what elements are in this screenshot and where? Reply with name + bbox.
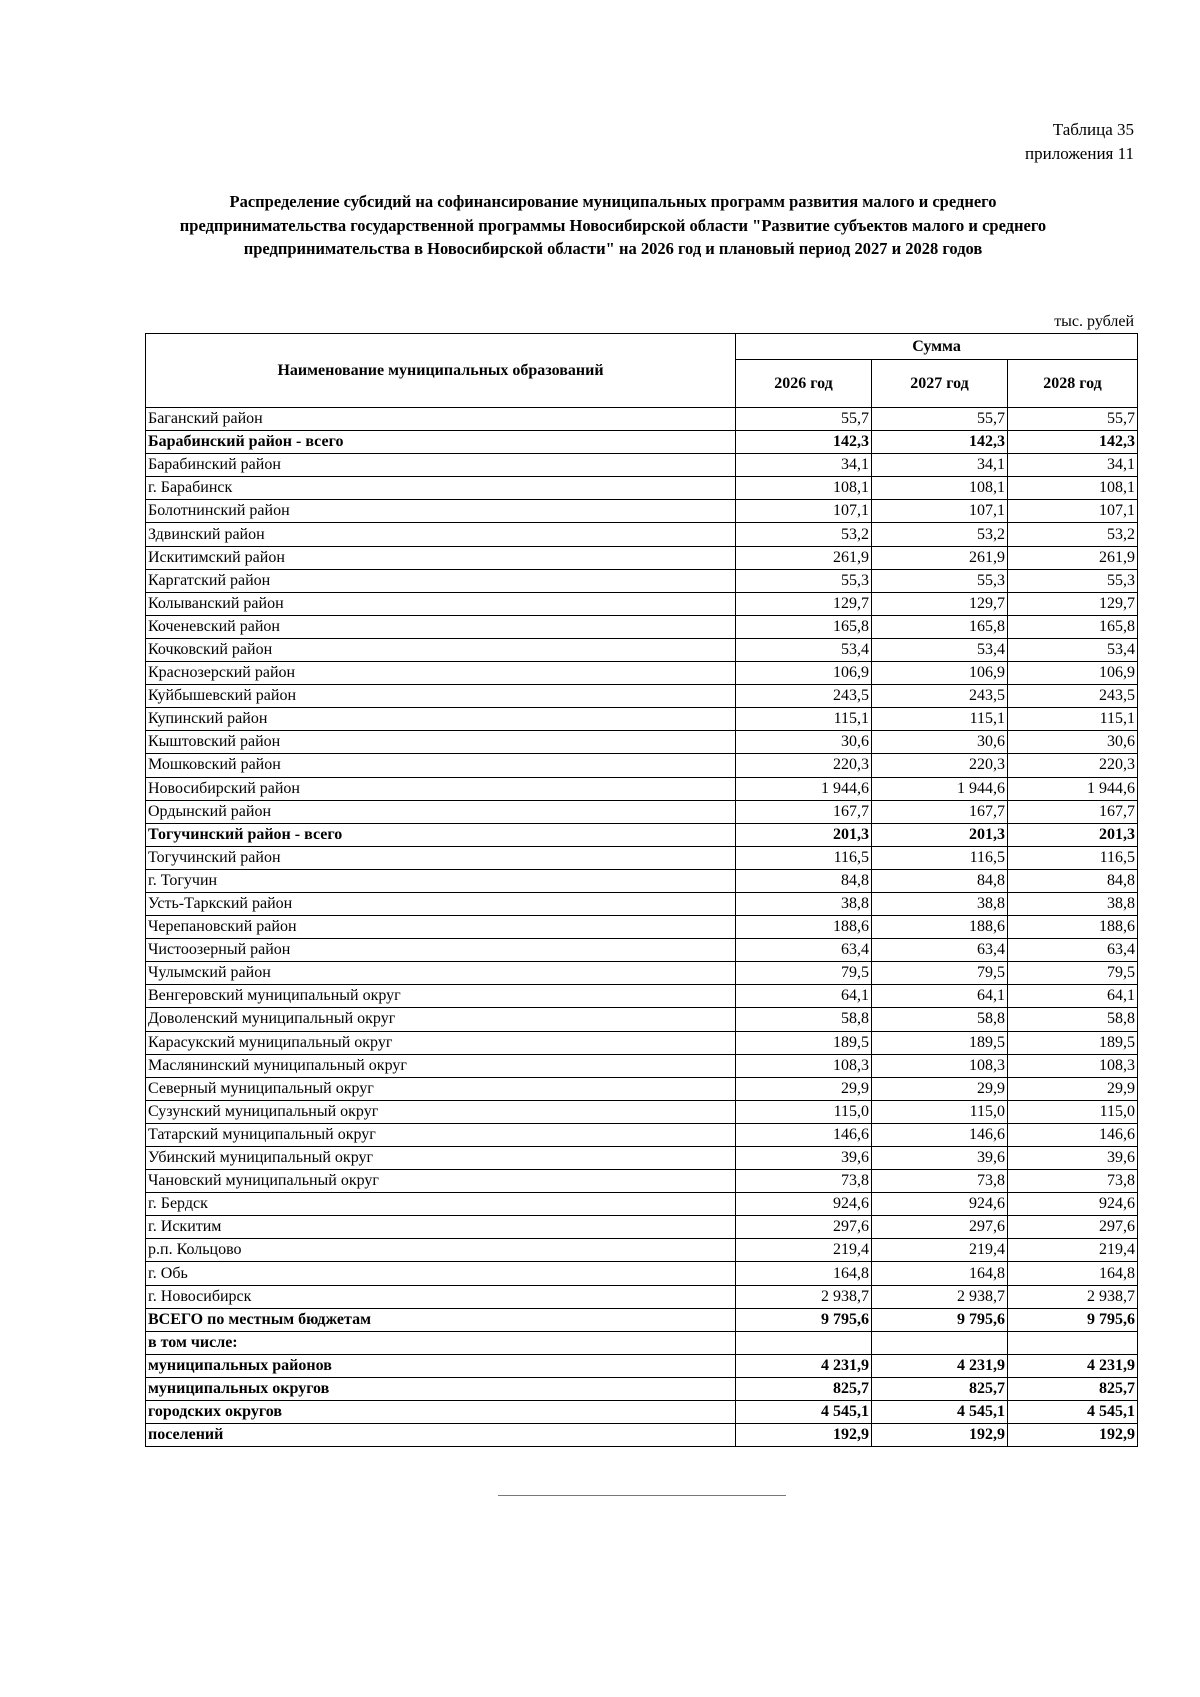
amount-2026: 1 944,6: [736, 777, 872, 800]
amount-2026: 84,8: [736, 869, 872, 892]
amount-2027: 165,8: [872, 615, 1008, 638]
table-row: [146, 708, 1138, 731]
amount-2027: 4 545,1: [872, 1401, 1008, 1424]
title-line-2: предпринимательства государственной программы Новосибирской области "Развитие субъектов малого и среднего: [179, 215, 1047, 235]
municipality-name: ВСЕГО по местным бюджетам: [146, 1308, 736, 1331]
amount-2026: 297,6: [736, 1216, 872, 1239]
amount-2027: 825,7: [872, 1377, 1008, 1400]
amount-2028: 84,8: [1008, 869, 1138, 892]
amount-2028: 146,6: [1008, 1123, 1138, 1146]
units-label: тыс. рублей: [1054, 313, 1134, 330]
amount-2027: 261,9: [872, 546, 1008, 569]
municipality-name: Тогучинский район: [146, 846, 736, 869]
amount-2026: 55,3: [736, 569, 872, 592]
amount-2028: [1008, 1331, 1138, 1354]
municipality-name: Коченевский район: [146, 615, 736, 638]
amount-2026: 58,8: [736, 1008, 872, 1031]
amount-2028: 219,4: [1008, 1239, 1138, 1262]
table-reference: [1025, 118, 1134, 166]
table-row: [146, 1424, 1138, 1447]
amount-2026: 4 545,1: [736, 1401, 872, 1424]
table-row: [146, 523, 1138, 546]
table-row: [146, 1193, 1138, 1216]
amount-2026: 64,1: [736, 985, 872, 1008]
amount-2028: 4 231,9: [1008, 1354, 1138, 1377]
municipality-name: Колыванский район: [146, 592, 736, 615]
amount-2026: 164,8: [736, 1262, 872, 1285]
municipality-name: Здвинский район: [146, 523, 736, 546]
amount-2028: 201,3: [1008, 823, 1138, 846]
table-row: [146, 685, 1138, 708]
table-row: [146, 939, 1138, 962]
table-row: [146, 1100, 1138, 1123]
amount-2027: 192,9: [872, 1424, 1008, 1447]
amount-2028: 29,9: [1008, 1077, 1138, 1100]
table-row: [146, 892, 1138, 915]
amount-2028: 188,6: [1008, 916, 1138, 939]
amount-2027: 220,3: [872, 754, 1008, 777]
amount-2028: 142,3: [1008, 431, 1138, 454]
amount-2027: 142,3: [872, 431, 1008, 454]
amount-2026: 825,7: [736, 1377, 872, 1400]
amount-2026: 129,7: [736, 592, 872, 615]
amount-2028: 58,8: [1008, 1008, 1138, 1031]
municipality-name: муниципальных районов: [146, 1354, 736, 1377]
amount-2027: 243,5: [872, 685, 1008, 708]
amount-2028: 39,6: [1008, 1147, 1138, 1170]
amount-2026: 4 231,9: [736, 1354, 872, 1377]
municipality-name: Маслянинский муниципальный округ: [146, 1054, 736, 1077]
header-sum: Сумма: [736, 334, 1138, 360]
document-title: [150, 190, 1076, 261]
amount-2027: 30,6: [872, 731, 1008, 754]
header-year-2027: 2027 год: [872, 360, 1008, 408]
municipality-name: в том числе:: [146, 1331, 736, 1354]
amount-2026: [736, 1331, 872, 1354]
table-row: [146, 800, 1138, 823]
municipality-name: Купинский район: [146, 708, 736, 731]
amount-2027: 146,6: [872, 1123, 1008, 1146]
table-row: [146, 477, 1138, 500]
amount-2028: 30,6: [1008, 731, 1138, 754]
municipality-name: Сузунский муниципальный округ: [146, 1100, 736, 1123]
amount-2026: 29,9: [736, 1077, 872, 1100]
table-row: [146, 1308, 1138, 1331]
table-row: [146, 1008, 1138, 1031]
table-row: [146, 731, 1138, 754]
amount-2028: 2 938,7: [1008, 1285, 1138, 1308]
table-row: [146, 916, 1138, 939]
amount-2027: 297,6: [872, 1216, 1008, 1239]
amount-2028: 53,4: [1008, 638, 1138, 661]
table-row: [146, 615, 1138, 638]
amount-2028: 192,9: [1008, 1424, 1138, 1447]
amount-2028: 55,3: [1008, 569, 1138, 592]
municipality-name: Каргатский район: [146, 569, 736, 592]
amount-2026: 107,1: [736, 500, 872, 523]
amount-2027: 84,8: [872, 869, 1008, 892]
amount-2026: 106,9: [736, 662, 872, 685]
amount-2027: 2 938,7: [872, 1285, 1008, 1308]
amount-2026: 219,4: [736, 1239, 872, 1262]
amount-2026: 201,3: [736, 823, 872, 846]
table-row: [146, 1377, 1138, 1400]
municipality-name: Краснозерский район: [146, 662, 736, 685]
amount-2027: 53,4: [872, 638, 1008, 661]
amount-2028: 165,8: [1008, 615, 1138, 638]
municipality-name: Мошковский район: [146, 754, 736, 777]
municipality-name: Кочковский район: [146, 638, 736, 661]
subsidy-table: [145, 333, 1138, 1447]
amount-2028: 79,5: [1008, 962, 1138, 985]
amount-2028: 116,5: [1008, 846, 1138, 869]
amount-2026: 108,3: [736, 1054, 872, 1077]
amount-2026: 53,2: [736, 523, 872, 546]
table-row: [146, 592, 1138, 615]
amount-2028: 189,5: [1008, 1031, 1138, 1054]
amount-2026: 108,1: [736, 477, 872, 500]
table-row: [146, 500, 1138, 523]
amount-2027: 219,4: [872, 1239, 1008, 1262]
municipality-name: Тогучинский район - всего: [146, 823, 736, 846]
amount-2027: 55,3: [872, 569, 1008, 592]
municipality-name: Доволенский муниципальный округ: [146, 1008, 736, 1031]
amount-2028: 220,3: [1008, 754, 1138, 777]
amount-2027: 164,8: [872, 1262, 1008, 1285]
amount-2027: 1 944,6: [872, 777, 1008, 800]
amount-2027: 188,6: [872, 916, 1008, 939]
amount-2027: 189,5: [872, 1031, 1008, 1054]
amount-2026: 116,5: [736, 846, 872, 869]
municipality-name: Барабинский район: [146, 454, 736, 477]
municipality-name: Баганский район: [146, 408, 736, 431]
title-line-3: предпринимательства в Новосибирской области" на 2026 год и плановый период 2027 и 2028 годов: [243, 239, 983, 258]
amount-2026: 53,4: [736, 638, 872, 661]
amount-2028: 63,4: [1008, 939, 1138, 962]
header-year-2028: 2028 год: [1008, 360, 1138, 408]
table-row: [146, 1239, 1138, 1262]
amount-2028: 1 944,6: [1008, 777, 1138, 800]
table-row: [146, 408, 1138, 431]
amount-2026: 9 795,6: [736, 1308, 872, 1331]
amount-2027: 58,8: [872, 1008, 1008, 1031]
end-divider: [498, 1495, 786, 1496]
header-municipality: Наименование муниципальных образований: [146, 334, 736, 408]
table-row: [146, 454, 1138, 477]
municipality-name: Усть-Таркский район: [146, 892, 736, 915]
amount-2026: 192,9: [736, 1424, 872, 1447]
table-body: [146, 408, 1138, 1447]
amount-2027: 53,2: [872, 523, 1008, 546]
amount-2028: 55,7: [1008, 408, 1138, 431]
amount-2026: 146,6: [736, 1123, 872, 1146]
municipality-name: Татарский муниципальный округ: [146, 1123, 736, 1146]
municipality-name: Кыштовский район: [146, 731, 736, 754]
amount-2026: 79,5: [736, 962, 872, 985]
amount-2027: 64,1: [872, 985, 1008, 1008]
amount-2027: 116,5: [872, 846, 1008, 869]
municipality-name: Новосибирский район: [146, 777, 736, 800]
amount-2027: 55,7: [872, 408, 1008, 431]
amount-2027: 115,0: [872, 1100, 1008, 1123]
table-row: [146, 1054, 1138, 1077]
municipality-name: г. Новосибирск: [146, 1285, 736, 1308]
table-row: [146, 1147, 1138, 1170]
municipality-name: р.п. Кольцово: [146, 1239, 736, 1262]
table-row: [146, 1331, 1138, 1354]
table-row: [146, 638, 1138, 661]
amount-2026: 189,5: [736, 1031, 872, 1054]
municipality-name: Убинский муниципальный округ: [146, 1147, 736, 1170]
amount-2028: 73,8: [1008, 1170, 1138, 1193]
amount-2026: 243,5: [736, 685, 872, 708]
municipality-name: Черепановский район: [146, 916, 736, 939]
amount-2027: 201,3: [872, 823, 1008, 846]
amount-2028: 297,6: [1008, 1216, 1138, 1239]
amount-2027: 4 231,9: [872, 1354, 1008, 1377]
municipality-name: Чулымский район: [146, 962, 736, 985]
amount-2027: 34,1: [872, 454, 1008, 477]
amount-2028: 64,1: [1008, 985, 1138, 1008]
amount-2028: 115,1: [1008, 708, 1138, 731]
amount-2027: 108,1: [872, 477, 1008, 500]
municipality-name: г. Тогучин: [146, 869, 736, 892]
table-row: [146, 754, 1138, 777]
table-row: [146, 869, 1138, 892]
amount-2027: 924,6: [872, 1193, 1008, 1216]
amount-2027: 108,3: [872, 1054, 1008, 1077]
municipality-name: муниципальных округов: [146, 1377, 736, 1400]
amount-2026: 63,4: [736, 939, 872, 962]
table-row: [146, 1401, 1138, 1424]
amount-2027: 106,9: [872, 662, 1008, 685]
amount-2026: 261,9: [736, 546, 872, 569]
amount-2026: 188,6: [736, 916, 872, 939]
amount-2026: 73,8: [736, 1170, 872, 1193]
amount-2026: 2 938,7: [736, 1285, 872, 1308]
amount-2027: [872, 1331, 1008, 1354]
amount-2027: 115,1: [872, 708, 1008, 731]
table-row: [146, 1077, 1138, 1100]
amount-2028: 825,7: [1008, 1377, 1138, 1400]
amount-2026: 220,3: [736, 754, 872, 777]
amount-2026: 924,6: [736, 1193, 872, 1216]
amount-2028: 167,7: [1008, 800, 1138, 823]
amount-2027: 38,8: [872, 892, 1008, 915]
amount-2026: 55,7: [736, 408, 872, 431]
amount-2026: 38,8: [736, 892, 872, 915]
amount-2027: 129,7: [872, 592, 1008, 615]
table-row: [146, 1285, 1138, 1308]
title-line-1: Распределение субсидий на софинансирование муниципальных программ развития малого и среднего: [229, 192, 997, 211]
table-row: [146, 1354, 1138, 1377]
municipality-name: Чистоозерный район: [146, 939, 736, 962]
amount-2028: 34,1: [1008, 454, 1138, 477]
table-row: [146, 1170, 1138, 1193]
table-row: [146, 1123, 1138, 1146]
municipality-name: Ордынский район: [146, 800, 736, 823]
amount-2027: 63,4: [872, 939, 1008, 962]
municipality-name: Болотнинский район: [146, 500, 736, 523]
table-number: Таблица 35: [1052, 120, 1134, 139]
table-row: [146, 985, 1138, 1008]
table-row: [146, 662, 1138, 685]
table-row: [146, 431, 1138, 454]
municipality-name: г. Барабинск: [146, 477, 736, 500]
amount-2026: 167,7: [736, 800, 872, 823]
amount-2026: 30,6: [736, 731, 872, 754]
amount-2027: 29,9: [872, 1077, 1008, 1100]
municipality-name: г. Обь: [146, 1262, 736, 1285]
amount-2028: 243,5: [1008, 685, 1138, 708]
amount-2026: 142,3: [736, 431, 872, 454]
amount-2028: 9 795,6: [1008, 1308, 1138, 1331]
table-row: [146, 569, 1138, 592]
municipality-name: Искитимский район: [146, 546, 736, 569]
municipality-name: Чановский муниципальный округ: [146, 1170, 736, 1193]
amount-2026: 34,1: [736, 454, 872, 477]
table-row: [146, 846, 1138, 869]
amount-2026: 115,0: [736, 1100, 872, 1123]
municipality-name: Барабинский район - всего: [146, 431, 736, 454]
amount-2028: 129,7: [1008, 592, 1138, 615]
table-row: [146, 823, 1138, 846]
municipality-name: Карасукский муниципальный округ: [146, 1031, 736, 1054]
municipality-name: г. Искитим: [146, 1216, 736, 1239]
amount-2028: 106,9: [1008, 662, 1138, 685]
amount-2027: 107,1: [872, 500, 1008, 523]
amount-2027: 79,5: [872, 962, 1008, 985]
municipality-name: Куйбышевский район: [146, 685, 736, 708]
amount-2028: 924,6: [1008, 1193, 1138, 1216]
amount-2027: 9 795,6: [872, 1308, 1008, 1331]
table-row: [146, 1216, 1138, 1239]
amount-2028: 115,0: [1008, 1100, 1138, 1123]
municipality-name: Северный муниципальный округ: [146, 1077, 736, 1100]
amount-2028: 53,2: [1008, 523, 1138, 546]
amount-2027: 73,8: [872, 1170, 1008, 1193]
amount-2028: 108,1: [1008, 477, 1138, 500]
amount-2026: 39,6: [736, 1147, 872, 1170]
amount-2027: 167,7: [872, 800, 1008, 823]
amount-2026: 165,8: [736, 615, 872, 638]
amount-2027: 39,6: [872, 1147, 1008, 1170]
table-row: [146, 962, 1138, 985]
amount-2028: 107,1: [1008, 500, 1138, 523]
amount-2028: 38,8: [1008, 892, 1138, 915]
amount-2026: 115,1: [736, 708, 872, 731]
table-row: [146, 1031, 1138, 1054]
amount-2028: 261,9: [1008, 546, 1138, 569]
appendix-number: приложения 11: [1025, 144, 1134, 163]
municipality-name: городских округов: [146, 1401, 736, 1424]
table-row: [146, 546, 1138, 569]
municipality-name: г. Бердск: [146, 1193, 736, 1216]
municipality-name: Венгеровский муниципальный округ: [146, 985, 736, 1008]
header-year-2026: 2026 год: [736, 360, 872, 408]
table-row: [146, 777, 1138, 800]
table-row: [146, 1262, 1138, 1285]
municipality-name: поселений: [146, 1424, 736, 1447]
amount-2028: 4 545,1: [1008, 1401, 1138, 1424]
amount-2028: 164,8: [1008, 1262, 1138, 1285]
amount-2028: 108,3: [1008, 1054, 1138, 1077]
